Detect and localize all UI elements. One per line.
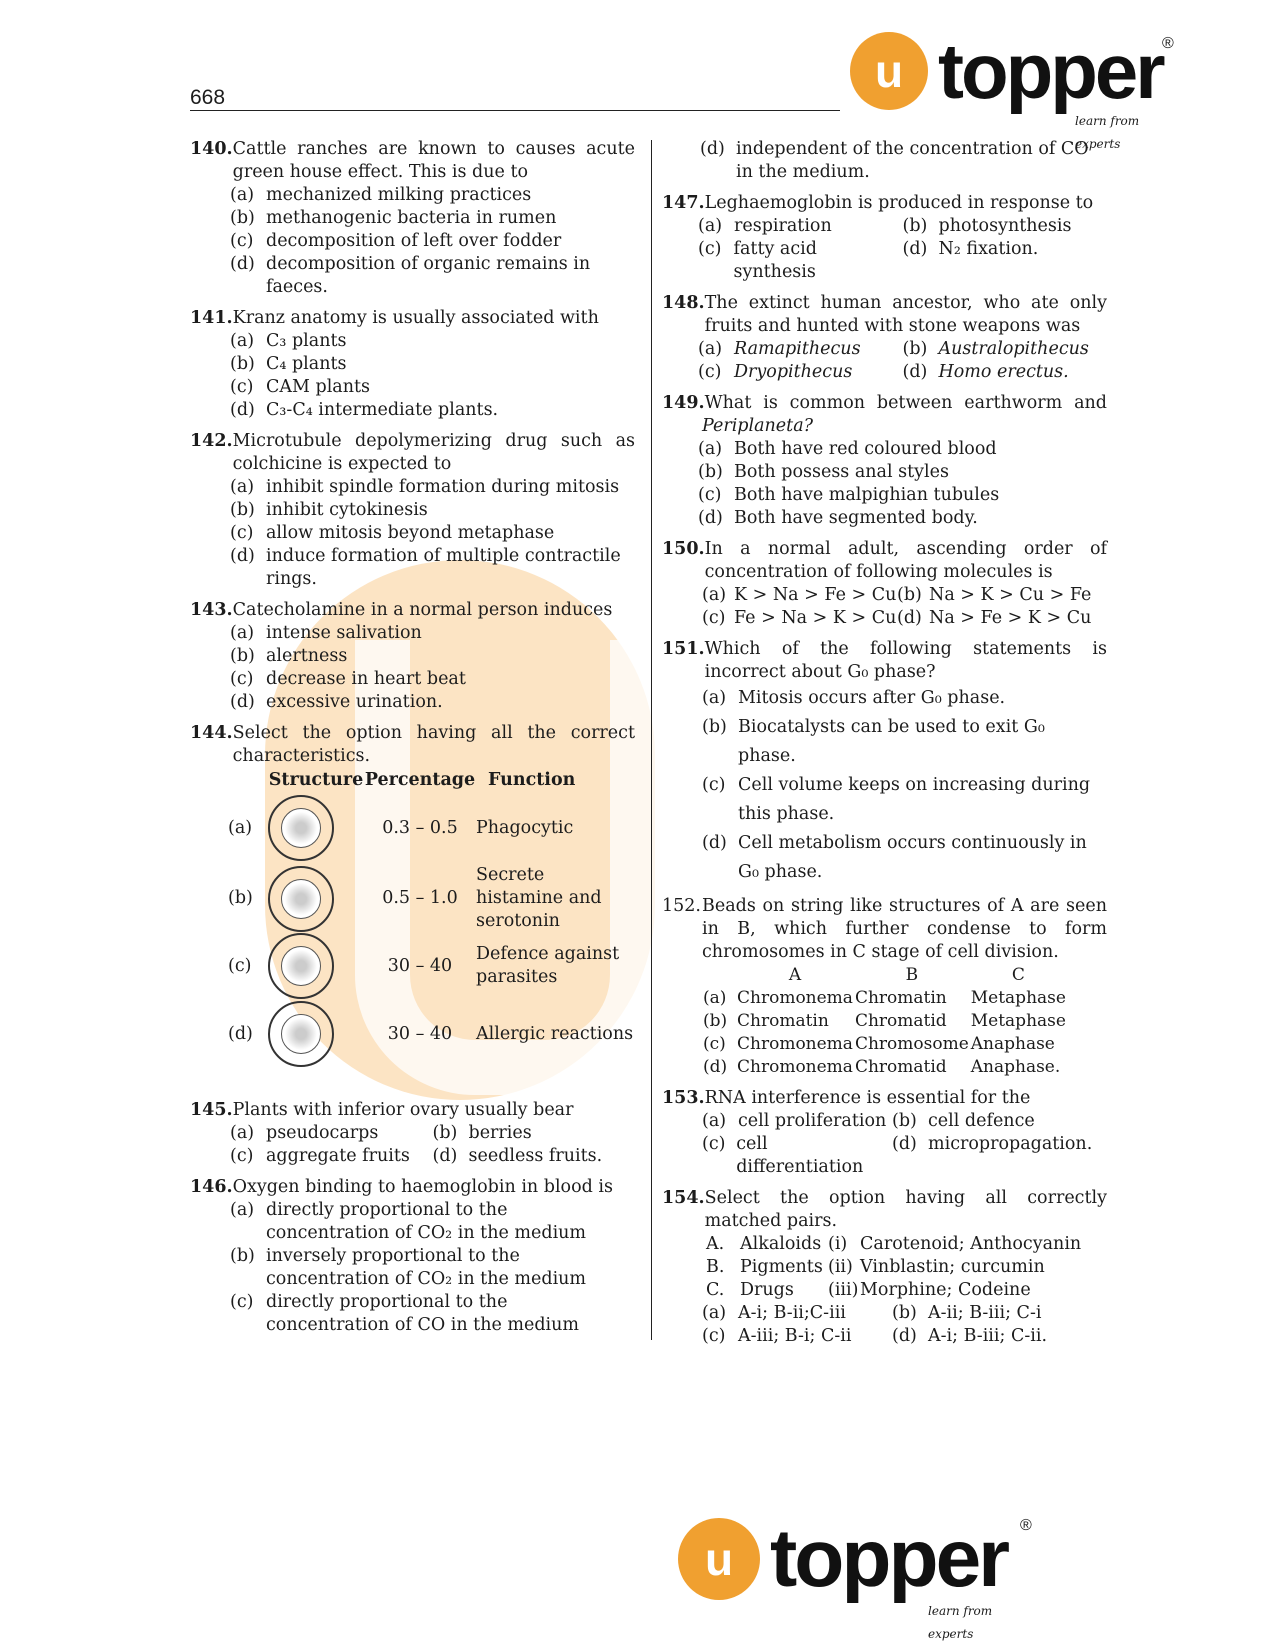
row-function: Secrete histamine and serotonin — [476, 865, 602, 931]
option-text: inversely proportional to the concentration of CO₂ in the medium — [266, 1246, 587, 1289]
basophil-cell-icon — [268, 866, 334, 932]
pair-row — [706, 1279, 1107, 1302]
col-header: C — [1011, 965, 1025, 985]
question-number: 145. — [190, 1100, 233, 1120]
question-number: 148. — [662, 293, 705, 313]
option-text: Mitosis occurs after G₀ phase. — [738, 688, 1006, 708]
question-text-italic: Periplaneta? — [702, 416, 814, 436]
option — [230, 207, 635, 230]
option — [230, 399, 635, 422]
cell-c: Anaphase. — [970, 1057, 1061, 1077]
pair-roman: (iii) — [828, 1280, 859, 1300]
option — [230, 184, 635, 207]
option-label: (b) — [230, 208, 255, 228]
option-text: N₂ fixation. — [938, 239, 1039, 259]
question-142 — [190, 430, 635, 591]
option-text: directly proportional to the concentration of CO in the medium — [266, 1292, 580, 1335]
question-144 — [190, 722, 635, 1069]
option-label: (b) — [702, 717, 727, 737]
option-label: (b) — [230, 1246, 255, 1266]
option-label: (a) — [702, 585, 727, 605]
table-row — [702, 987, 1067, 1010]
question-text: Oxygen binding to haemoglobin in blood is — [232, 1177, 613, 1197]
option-text: alertness — [266, 646, 348, 666]
row-label: (b) — [228, 888, 253, 908]
option — [230, 545, 635, 591]
option-text: induce formation of multiple contractile rings. — [266, 546, 621, 589]
question-text: Catecholamine in a normal person induces — [232, 600, 613, 620]
option-label: (c) — [698, 485, 722, 505]
table-row — [702, 1056, 1067, 1079]
header-structure: Structure — [268, 769, 364, 790]
question-number: 141. — [190, 308, 233, 328]
cell-a: Chromonema — [737, 1057, 853, 1077]
row-percentage: 0.3 – 0.5 — [382, 817, 458, 838]
question-145 — [190, 1099, 635, 1168]
question-text: What is common between earthworm and — [704, 393, 1107, 413]
question-148 — [662, 292, 1107, 384]
question-text: In a normal adult, ascending order of concentration of following molecules is — [704, 539, 1107, 582]
option-text: A-i; B-iii; C-ii. — [928, 1326, 1048, 1346]
option-text: A-ii; B-iii; C-i — [928, 1303, 1042, 1323]
option-label: (b) — [703, 1011, 728, 1031]
pair-value: Morphine; Codeine — [860, 1280, 1031, 1300]
question-number: 151. — [662, 639, 705, 659]
option-text: cell defence — [928, 1111, 1035, 1131]
question-146 — [190, 1176, 635, 1337]
option-text: allow mitosis beyond metaphase — [266, 523, 555, 543]
question-number: 140. — [190, 139, 233, 159]
header-function: Function — [488, 769, 576, 790]
option-text: excessive urination. — [266, 692, 443, 712]
cell-a: Chromonema — [737, 988, 853, 1008]
pair-label: C. — [706, 1280, 725, 1300]
option — [230, 330, 635, 353]
option — [230, 353, 635, 376]
option-label: (d) — [892, 1134, 917, 1154]
logo-u-icon: u — [850, 32, 928, 110]
logo-u-icon: u — [678, 1518, 760, 1600]
option-label: (d) — [700, 139, 725, 159]
option-label: (c) — [698, 362, 722, 382]
row-function: Allergic reactions — [476, 1023, 634, 1044]
option-text: Dryopithecus — [734, 362, 853, 382]
table-row — [228, 864, 635, 933]
row-label: (a) — [228, 817, 253, 838]
option-label: (c) — [698, 239, 722, 259]
option-text: intense salivation — [266, 623, 422, 643]
question-140 — [190, 138, 635, 299]
option-text: pseudocarps — [266, 1123, 379, 1143]
option-label: (d) — [892, 1326, 917, 1346]
option-label: (a) — [702, 1303, 727, 1323]
logo-text: topper — [770, 1513, 1008, 1604]
option-text: Both have segmented body. — [734, 508, 978, 528]
pair-value: Carotenoid; Anthocyanin — [860, 1234, 1082, 1254]
option-label: (b) — [892, 1111, 917, 1131]
row-function: Defence against parasites — [476, 944, 620, 987]
question-153 — [662, 1087, 1107, 1179]
option-text: Homo erectus. — [938, 362, 1069, 382]
pair-roman: (i) — [828, 1234, 848, 1254]
question-number: 147. — [662, 193, 705, 213]
header-rule — [190, 110, 840, 111]
match-table — [702, 964, 1067, 1079]
logo-registered: ® — [1020, 1517, 1032, 1534]
col-header: B — [905, 965, 919, 985]
option-text: directly proportional to the concentration of CO₂ in the medium — [266, 1200, 587, 1243]
table-row — [702, 1010, 1067, 1033]
option-label: (a) — [230, 331, 255, 351]
row-label: (d) — [228, 1023, 253, 1044]
right-column — [662, 138, 1107, 1356]
page-number: 668 — [190, 86, 226, 109]
option-text: Ramapithecus — [734, 339, 861, 359]
option-text: decrease in heart beat — [266, 669, 466, 689]
option — [230, 691, 635, 714]
option-text: Na > Fe > K > Cu — [929, 608, 1092, 628]
table-row — [702, 1033, 1067, 1056]
option — [230, 645, 635, 668]
row-percentage: 30 – 40 — [387, 1023, 453, 1044]
option-text: Na > K > Cu > Fe — [929, 585, 1092, 605]
option-label: (d) — [698, 508, 723, 528]
question-141 — [190, 307, 635, 422]
pair-name: Alkaloids — [740, 1234, 822, 1254]
option-text: photosynthesis — [938, 216, 1072, 236]
option-label: (c) — [230, 231, 254, 251]
option-label: (b) — [230, 500, 255, 520]
option-label: (d) — [702, 833, 727, 853]
option-text: cell proliferation — [738, 1111, 887, 1131]
option-label: (c) — [702, 775, 726, 795]
row-label: (c) — [228, 955, 252, 976]
option-text: Both have malpighian tubules — [734, 485, 1000, 505]
option-text: inhibit cytokinesis — [266, 500, 428, 520]
option-label: (a) — [230, 185, 255, 205]
option-text: cell differentiation — [736, 1134, 864, 1177]
pair-roman: (ii) — [828, 1257, 853, 1277]
option-label: (c) — [230, 377, 254, 397]
logo-text: topper — [938, 27, 1163, 115]
option-label: (a) — [698, 439, 723, 459]
option-label: (b) — [897, 585, 922, 605]
table-row — [228, 792, 635, 864]
option-text: Fe > Na > K > Cu — [734, 608, 897, 628]
option-text: mechanized milking practices — [266, 185, 532, 205]
option-label: (c) — [230, 1292, 254, 1312]
question-number: 153. — [662, 1088, 705, 1108]
option-text: Both have red coloured blood — [734, 439, 997, 459]
option-label: (c) — [702, 1134, 726, 1154]
question-number: 144. — [190, 723, 233, 743]
option-text: Cell metabolism occurs continuously in G₀ phase. — [738, 833, 1087, 882]
question-text: Leghaemoglobin is produced in response to — [704, 193, 1094, 213]
option-label: (c) — [702, 1326, 726, 1346]
option-text: Biocatalysts can be used to exit G₀ phase. — [738, 717, 1045, 766]
option-label: (c) — [230, 1146, 254, 1166]
cell-a: Chromatin — [737, 1011, 829, 1031]
question-number: 154. — [662, 1188, 705, 1208]
header-logo — [850, 27, 1174, 151]
option-label: (c) — [702, 608, 726, 628]
cell-b: Chromosome — [854, 1034, 969, 1054]
option-label: (a) — [703, 988, 727, 1008]
logo-tagline: learn from experts — [1075, 114, 1140, 151]
option-text: C₃-C₄ intermediate plants. — [266, 400, 499, 420]
option — [230, 499, 635, 522]
cell-c: Anaphase — [970, 1034, 1055, 1054]
option-text: inhibit spindle formation during mitosis — [266, 477, 620, 497]
question-text: RNA interference is essential for the — [704, 1088, 1031, 1108]
option-label: (b) — [230, 354, 255, 374]
cell-b: Chromatid — [854, 1011, 947, 1031]
option-label: (d) — [432, 1146, 458, 1166]
question-number: 146. — [190, 1177, 233, 1197]
question-151 — [662, 638, 1107, 887]
option-label: (b) — [902, 216, 928, 236]
question-number: 152. — [662, 896, 701, 916]
option-label: (d) — [703, 1057, 728, 1077]
option-text: A-i; B-ii;C-iii — [738, 1303, 846, 1323]
column-divider — [651, 140, 652, 1340]
question-text: Cattle ranches are known to causes acute green house effect. This is due to — [232, 139, 635, 182]
question-text: Plants with inferior ovary usually bear — [232, 1100, 574, 1120]
question-number: 142. — [190, 431, 233, 451]
question-text: Microtubule depolymerizing drug such as colchicine is expected to — [232, 431, 635, 474]
question-text: Beads on string like structures of A are seen in B, which further condense to form chromosomes in C stage of cell division. — [702, 896, 1107, 962]
option-text: Cell volume keeps on increasing during this phase. — [738, 775, 1091, 824]
option-label: (d) — [230, 400, 255, 420]
option-text: A-iii; B-i; C-ii — [738, 1326, 852, 1346]
pair-label: A. — [706, 1234, 725, 1254]
option — [230, 522, 635, 545]
option — [230, 668, 635, 691]
option — [230, 230, 635, 253]
option — [230, 622, 635, 645]
pair-name: Drugs — [740, 1280, 794, 1300]
option-label: (a) — [698, 339, 723, 359]
question-text: Select the option having all correctly matched pairs. — [704, 1188, 1107, 1231]
question-149 — [662, 392, 1107, 530]
option-label: (d) — [230, 692, 255, 712]
question-text: Which of the following statements is incorrect about G₀ phase? — [704, 639, 1107, 682]
pair-name: Pigments — [740, 1257, 823, 1277]
option — [230, 253, 635, 299]
question-146-continued — [662, 138, 1107, 184]
option-text: C₄ plants — [266, 354, 347, 374]
logo-tagline: learn from experts — [928, 1604, 993, 1641]
question-number: 143. — [190, 600, 233, 620]
option-label: (d) — [897, 608, 922, 628]
option-text: methanogenic bacteria in rumen — [266, 208, 557, 228]
option-text: respiration — [734, 216, 832, 236]
question-150 — [662, 538, 1107, 630]
eosinophil-cell-icon — [268, 933, 334, 999]
option-label: (b) — [230, 646, 255, 666]
option-label: (a) — [230, 477, 255, 497]
question-text: The extinct human ancestor, who ate only fruits and hunted with stone weapons was — [704, 293, 1107, 336]
option-label: (b) — [698, 462, 723, 482]
cell-c: Metaphase — [970, 988, 1066, 1008]
left-column — [190, 138, 635, 1345]
option — [230, 376, 635, 399]
question-154 — [662, 1187, 1107, 1348]
question-text: Kranz anatomy is usually associated with — [232, 308, 599, 328]
header-percentage: Percentage — [364, 769, 476, 790]
option-label: (d) — [902, 362, 928, 382]
option-label: (d) — [230, 254, 255, 274]
lymphocyte-cell-icon — [268, 1001, 334, 1067]
row-percentage: 30 – 40 — [387, 955, 453, 976]
option-label: (b) — [892, 1303, 917, 1323]
cell-b: Chromatin — [854, 988, 947, 1008]
row-function: Phagocytic — [476, 817, 574, 838]
option-label: (b) — [432, 1123, 458, 1143]
option-label: (a) — [230, 1200, 255, 1220]
question-number: 150. — [662, 539, 705, 559]
cell-a: Chromonema — [737, 1034, 853, 1054]
option-text: aggregate fruits — [266, 1146, 410, 1166]
option-label: (d) — [902, 239, 928, 259]
option-text: independent of the concentration of CO in the medium. — [736, 139, 1089, 182]
option-text: C₃ plants — [266, 331, 347, 351]
option-text: decomposition of organic remains in faeces. — [266, 254, 591, 297]
pair-row — [706, 1256, 1107, 1279]
option-text: seedless fruits. — [468, 1146, 603, 1166]
option-text: decomposition of left over fodder — [266, 231, 562, 251]
option-label: (a) — [702, 688, 727, 708]
col-header: A — [788, 965, 802, 985]
pair-row — [706, 1233, 1107, 1256]
pair-value: Vinblastin; curcumin — [860, 1257, 1045, 1277]
option-text: Both possess anal styles — [734, 462, 949, 482]
option-label: (d) — [230, 546, 255, 566]
table-row — [228, 933, 635, 999]
option-label: (b) — [902, 339, 928, 359]
question-143 — [190, 599, 635, 714]
granulocyte-cell-icon — [268, 795, 334, 861]
question-147 — [662, 192, 1107, 284]
question-number: 149. — [662, 393, 705, 413]
row-percentage: 0.5 – 1.0 — [382, 888, 458, 908]
cell-b: Chromatid — [854, 1057, 947, 1077]
option-label: (c) — [703, 1034, 726, 1054]
option-text: berries — [468, 1123, 532, 1143]
footer-logo — [678, 1513, 1032, 1641]
option-text: micropropagation. — [928, 1134, 1093, 1154]
option — [230, 476, 635, 499]
option-text: CAM plants — [266, 377, 371, 397]
option-label: (a) — [230, 623, 255, 643]
question-text: Select the option having all the correct characteristics. — [232, 723, 635, 766]
option-label: (a) — [702, 1111, 727, 1131]
option-label: (c) — [230, 523, 254, 543]
option-text: fatty acid synthesis — [733, 239, 817, 282]
option-text: Australopithecus — [938, 339, 1089, 359]
question-152 — [662, 895, 1107, 1079]
table-row — [228, 999, 635, 1069]
option-label: (a) — [230, 1123, 255, 1143]
option-label: (a) — [698, 216, 723, 236]
characteristics-table — [228, 768, 635, 1069]
cell-c: Metaphase — [970, 1011, 1066, 1031]
logo-registered: ® — [1162, 35, 1174, 52]
option-text: K > Na > Fe > Cu — [734, 585, 897, 605]
option-label: (c) — [230, 669, 254, 689]
pair-label: B. — [706, 1257, 725, 1277]
